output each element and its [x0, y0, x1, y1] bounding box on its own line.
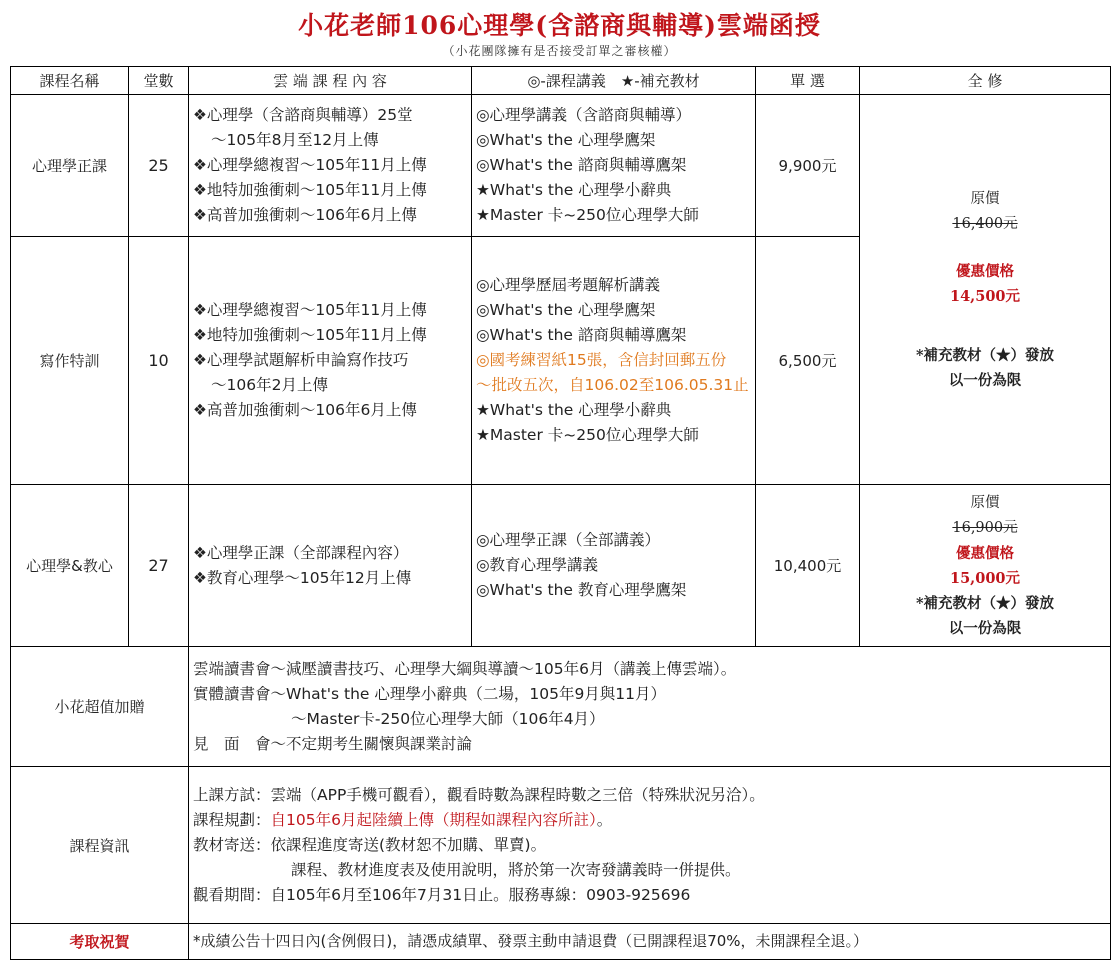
material-line: ★What's the 心理學小辭典: [476, 401, 672, 419]
material-line: ◎國考練習紙15張，含信封回郵五份: [476, 351, 727, 369]
course-content: [189, 237, 472, 485]
course-content: [189, 95, 472, 237]
materials-note-limit: 以一份為限: [948, 619, 1022, 637]
course-name: 心理學&教心: [11, 485, 129, 647]
promo-price-label: 優惠價格: [956, 262, 1014, 280]
material-line: ◎心理學正課（全部講義）: [476, 531, 661, 549]
info-line: 上課方試：雲端（APP手機可觀看），觀看時數為課程時數之三倍（特殊狀況另洽）。: [193, 785, 765, 804]
header-materials: ◎-課程講義 ★-補充教材: [472, 67, 756, 95]
info-plan-label: 課程規劃：: [193, 810, 271, 829]
content-line: ❖心理學總複習～105年11月上傳: [193, 301, 427, 319]
header-full: 全 修: [860, 67, 1111, 95]
congrats-row: [11, 924, 1111, 960]
gift-line: ～Master卡-250位心理學大師（106年4月）: [291, 709, 605, 728]
single-price: 10,400元: [756, 485, 860, 647]
course-materials: [472, 95, 756, 237]
course-count: 25: [129, 95, 189, 237]
content-line: ❖心理學試題解析申論寫作技巧: [193, 351, 409, 369]
content-line: ❖高普加強衝刺～106年6月上傳: [193, 206, 417, 224]
info-plan-text: 自105年6月起陸續上傳（期程如課程內容所註）: [270, 810, 597, 829]
content-line: ❖心理學總複習～105年11月上傳: [193, 156, 427, 174]
content-line: ❖心理學（含諮商與輔導）25堂: [193, 106, 413, 124]
gift-row: [11, 647, 1111, 767]
course-name: 心理學正課: [11, 95, 129, 237]
content-line: ❖地特加強衝刺～105年11月上傳: [193, 326, 427, 344]
gift-line: 雲端讀書會～減壓讀書技巧、心理學大綱與導讀～105年6月（講義上傳雲端）。: [193, 659, 737, 678]
info-line: 觀看期間：自105年6月至106年7月31日止。服務專線：0903-925696: [193, 885, 691, 904]
table-row: [11, 485, 1111, 647]
content-line: ～106年2月上傳: [211, 376, 328, 394]
course-count: 27: [129, 485, 189, 647]
page-subtitle: （小花團隊擁有是否接受訂單之審核權）: [442, 44, 677, 58]
material-line: ◎What's the 心理學鷹架: [476, 301, 656, 319]
header-name: 課程名稱: [11, 67, 129, 95]
material-line: ★Master 卡~250位心理學大師: [476, 426, 699, 444]
header-content: 雲 端 課 程 內 容: [189, 67, 472, 95]
original-price-label: 原價: [970, 494, 1000, 511]
content-line: ❖高普加強衝刺～106年6月上傳: [193, 401, 417, 419]
content-line: ～105年8月至12月上傳: [211, 131, 379, 149]
gift-line: 實體讀書會～What's the 心理學小辭典（二場，105年9月與11月）: [193, 684, 667, 703]
table-row: [11, 95, 1111, 237]
course-count: 10: [129, 237, 189, 485]
material-line: ★Master 卡~250位心理學大師: [476, 206, 699, 224]
promo-price: 15,000元: [950, 569, 1020, 587]
material-line: ◎What's the 諮商與輔導鷹架: [476, 326, 687, 344]
material-line: ◎心理學歷屆考題解析講義: [476, 276, 661, 294]
material-line: ◎What's the 心理學鷹架: [476, 131, 656, 149]
material-line: ◎教育心理學講義: [476, 556, 599, 574]
material-line: ◎What's the 諮商與輔導鷹架: [476, 156, 687, 174]
material-line: ◎What's the 教育心理學鷹架: [476, 581, 687, 599]
info-line: 教材寄送：依課程進度寄送(教材恕不加購、單賣)。: [193, 835, 547, 854]
congrats-label: 考取祝賀: [11, 924, 189, 960]
materials-note: *補充教材（★）發放: [915, 346, 1055, 364]
gift-content: [189, 647, 1111, 767]
congrats-text: *成績公告十四日內(含例假日)，請憑成績單、發票主動申請退費（已開課程退70%，未開課程全退。）: [189, 924, 1111, 960]
materials-note: *補充教材（★）發放: [915, 594, 1055, 612]
info-plan-end: 。: [596, 810, 613, 829]
original-price: 16,400元: [952, 215, 1018, 232]
course-name: 寫作特訓: [11, 237, 129, 485]
full-price-cell: [860, 485, 1111, 647]
course-content: [189, 485, 472, 647]
original-price: 16,900元: [952, 519, 1018, 536]
content-line: ❖地特加強衝刺～105年11月上傳: [193, 181, 427, 199]
course-materials: [472, 237, 756, 485]
header-count: 堂數: [129, 67, 189, 95]
gift-line: 見 面 會～不定期考生關懷與課業討論: [193, 734, 473, 753]
info-label: 課程資訊: [11, 767, 189, 924]
promo-price-label: 優惠價格: [956, 544, 1014, 562]
materials-note-limit: 以一份為限: [948, 371, 1022, 389]
material-line: ★What's the 心理學小辭典: [476, 181, 672, 199]
header-single: 單 選: [756, 67, 860, 95]
gift-label: 小花超值加贈: [11, 647, 189, 767]
full-price-cell: [860, 95, 1111, 485]
header-row: [11, 67, 1111, 95]
original-price-label: 原價: [970, 190, 1000, 207]
content-line: ❖教育心理學～105年12月上傳: [193, 568, 412, 587]
promo-price: 14,500元: [950, 287, 1020, 305]
content-line: ❖心理學正課（全部課程內容）: [193, 543, 409, 562]
page-title: 小花老師106心理學(含諮商與輔導)雲端函授: [298, 11, 821, 40]
info-line: [193, 808, 1110, 833]
single-price: 9,900元: [756, 95, 860, 237]
info-content: [189, 767, 1111, 924]
single-price: 6,500元: [756, 237, 860, 485]
material-line: ～批改五次，自106.02至106.05.31止: [476, 376, 749, 394]
info-line: 課程、教材進度表及使用說明，將於第一次寄發講義時一併提供。: [291, 860, 741, 879]
course-materials: [472, 485, 756, 647]
info-row: [11, 767, 1111, 924]
material-line: ◎心理學講義（含諮商與輔導）: [476, 106, 692, 124]
course-table: [10, 66, 1111, 960]
